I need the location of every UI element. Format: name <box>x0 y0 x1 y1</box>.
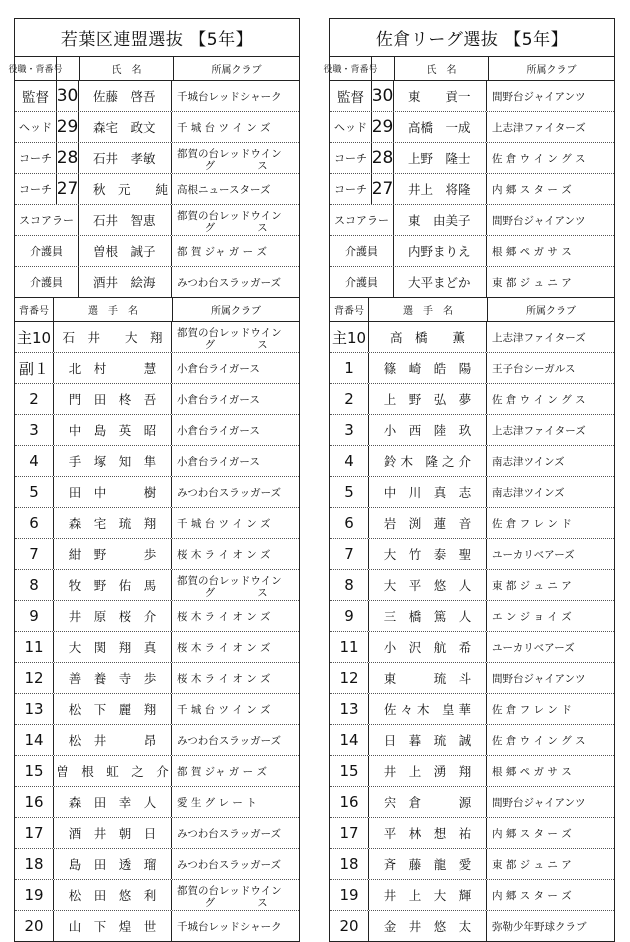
player-number: 17 <box>339 824 359 842</box>
player-number: 6 <box>29 514 39 532</box>
staff-header <box>323 57 614 81</box>
club-name-wrapped <box>177 882 282 909</box>
staff-role: 介護員 <box>345 276 378 289</box>
staff-row <box>15 236 299 267</box>
player-row <box>15 880 299 911</box>
player-header <box>330 298 614 322</box>
player-name: 山 下 煌 世 <box>53 911 171 941</box>
player-row <box>330 353 614 384</box>
player-name: 井 原 桜 介 <box>53 601 171 631</box>
staff-row <box>15 267 299 298</box>
staff-club: みつわ台スラッガーズ <box>171 267 299 297</box>
player-row <box>15 849 299 880</box>
player-name: 善 養 寺 歩 <box>53 663 171 693</box>
staff-club: 東 都 ジ ュ ニ ア <box>486 267 614 297</box>
staff-name: 秋 元 純 <box>78 174 171 204</box>
player-club: 東 都 ジ ュ ニ ア <box>486 849 614 879</box>
staff-number: 30 <box>56 81 78 111</box>
staff-club <box>171 205 299 235</box>
player-number: 主10 <box>331 328 367 347</box>
staff-row <box>330 112 614 143</box>
player-club: 千城台レッドシャーク <box>171 911 299 941</box>
player-row <box>330 756 614 787</box>
player-name: 井 上 大 輝 <box>368 880 486 910</box>
staff-header-num-spacer <box>56 57 79 80</box>
staff-name: 高橋 一成 <box>393 112 486 142</box>
staff-role: コーチ <box>19 152 52 165</box>
player-club: 内 郷 ス タ ー ズ <box>486 818 614 848</box>
player-row <box>15 911 299 941</box>
player-club: 内 郷 ス タ ー ズ <box>486 880 614 910</box>
club-name-line1: 都賀の台レッドウイン <box>177 574 282 587</box>
player-number: 13 <box>24 700 44 718</box>
player-row <box>330 384 614 415</box>
player-row <box>330 911 614 941</box>
staff-club: 間野台ジャイアンツ <box>486 81 614 111</box>
player-row <box>330 818 614 849</box>
player-name: 平 林 想 祐 <box>368 818 486 848</box>
player-name: 佐 々 木 皇 華 <box>368 694 486 724</box>
staff-name: 石井 孝敏 <box>78 143 171 173</box>
player-name: 日 暮 琉 誠 <box>368 725 486 755</box>
player-number: 18 <box>339 855 359 873</box>
player-name: 門 田 柊 吾 <box>53 384 171 414</box>
player-number: 5 <box>29 483 39 501</box>
wakaba-panel <box>8 18 300 942</box>
player-number: 14 <box>24 731 44 749</box>
staff-row <box>330 143 614 174</box>
staff-name: 酒井 絵海 <box>78 267 171 297</box>
staff-role: コーチ <box>19 183 52 196</box>
player-name: 牧 野 佑 馬 <box>53 570 171 600</box>
staff-name: 東 貢一 <box>393 81 486 111</box>
club-name-wrapped <box>177 572 282 599</box>
player-row <box>15 353 299 384</box>
player-club: 王子台シーガルス <box>486 353 614 383</box>
staff-row <box>15 143 299 174</box>
player-row <box>330 632 614 663</box>
staff-role: 介護員 <box>30 276 63 289</box>
player-row <box>330 694 614 725</box>
player-number: 20 <box>24 917 44 935</box>
panel-title: 佐倉リーグ選抜 【5年】 <box>330 19 614 57</box>
staff-role: 介護員 <box>30 245 63 258</box>
player-name: 鈴 木 隆 之 介 <box>368 446 486 476</box>
staff-name: 東 由美子 <box>393 205 486 235</box>
player-club: 佐 倉 ウ イ ン グ ス <box>486 384 614 414</box>
player-row <box>15 415 299 446</box>
player-number: 7 <box>29 545 39 563</box>
player-number: 16 <box>24 793 44 811</box>
club-name-line2: グ ス <box>204 586 268 599</box>
staff-role: 監督 <box>22 90 49 106</box>
staff-header-role-num: 役職・背番号 <box>8 65 63 75</box>
player-number: 主10 <box>16 328 52 347</box>
player-header-name: 選 手 名 <box>368 298 487 321</box>
player-name: 北 村 慧 <box>53 353 171 383</box>
player-club: みつわ台スラッガーズ <box>171 725 299 755</box>
player-number: 12 <box>339 669 359 687</box>
player-number: 14 <box>339 731 359 749</box>
player-club: ユーカリベアーズ <box>486 632 614 662</box>
staff-row <box>330 236 614 267</box>
player-club: 都 賀 ジャ ガ ー ズ <box>171 756 299 786</box>
player-number: 19 <box>24 886 44 904</box>
staff-name: 曽根 誠子 <box>78 236 171 266</box>
player-row <box>330 849 614 880</box>
player-row <box>330 570 614 601</box>
player-number: 15 <box>24 762 44 780</box>
player-row <box>15 446 299 477</box>
player-row <box>15 756 299 787</box>
player-row <box>330 601 614 632</box>
player-club <box>171 880 299 910</box>
player-name: 小 沢 航 希 <box>368 632 486 662</box>
staff-club: 間野台ジャイアンツ <box>486 205 614 235</box>
player-number: 1 <box>344 359 354 377</box>
player-header <box>15 298 299 322</box>
player-row <box>330 880 614 911</box>
player-club: ユーカリベアーズ <box>486 539 614 569</box>
player-row <box>15 601 299 632</box>
staff-number: 29 <box>56 112 78 142</box>
player-header-club: 所属クラブ <box>172 298 299 321</box>
player-row <box>15 322 299 353</box>
player-number: 9 <box>344 607 354 625</box>
player-club: 佐 倉 フ レ ン ド <box>486 508 614 538</box>
player-row <box>15 508 299 539</box>
staff-club: 内 郷 ス タ ー ズ <box>486 174 614 204</box>
staff-header <box>8 57 299 81</box>
staff-row <box>330 267 614 298</box>
player-number: 2 <box>29 390 39 408</box>
player-name: 森 宅 琉 翔 <box>53 508 171 538</box>
player-name: 三 橋 篤 人 <box>368 601 486 631</box>
player-club: 南志津ツインズ <box>486 477 614 507</box>
player-name: 大 関 翔 真 <box>53 632 171 662</box>
player-name: 東 琉 斗 <box>368 663 486 693</box>
staff-header-name: 氏 名 <box>394 57 488 80</box>
player-name: 手 塚 知 隼 <box>53 446 171 476</box>
staff-club: 高根ニュースターズ <box>171 174 299 204</box>
player-club: 愛 生 グ レ ー ト <box>171 787 299 817</box>
club-name-line1: 都賀の台レッドウイン <box>177 884 282 897</box>
player-number: 6 <box>344 514 354 532</box>
panel-title: 若葉区連盟選抜 【5年】 <box>15 19 299 57</box>
player-row <box>15 663 299 694</box>
player-club: みつわ台スラッガーズ <box>171 477 299 507</box>
player-name: 大 平 悠 人 <box>368 570 486 600</box>
staff-club: 千 城 台 ツ イ ン ズ <box>171 112 299 142</box>
player-number: 17 <box>24 824 44 842</box>
player-club: 弥勒少年野球クラブ <box>486 911 614 941</box>
club-name-line2: グ ス <box>204 221 268 234</box>
player-row <box>15 632 299 663</box>
club-name-wrapped <box>177 324 282 351</box>
staff-club <box>171 143 299 173</box>
player-number: 13 <box>339 700 359 718</box>
player-name: 上 野 弘 夢 <box>368 384 486 414</box>
player-name: 紺 野 歩 <box>53 539 171 569</box>
player-name: 曽 根 虹 之 介 <box>53 756 171 786</box>
staff-header-club: 所属クラブ <box>173 57 299 80</box>
player-club: 佐 倉 フ レ ン ド <box>486 694 614 724</box>
player-row <box>330 539 614 570</box>
player-club: 小倉台ライガース <box>171 384 299 414</box>
player-name: 酒 井 朝 日 <box>53 818 171 848</box>
player-number: 3 <box>344 421 354 439</box>
sakura-panel <box>323 18 615 942</box>
player-club: 千 城 台 ツ イ ン ズ <box>171 694 299 724</box>
player-number: 4 <box>344 452 354 470</box>
player-row <box>330 663 614 694</box>
staff-header-role-num: 役職・背番号 <box>323 65 378 75</box>
staff-role: コーチ <box>334 183 367 196</box>
staff-number: 29 <box>371 112 393 142</box>
staff-role: スコアラー <box>19 214 74 227</box>
player-club: 東 都 ジ ュ ニ ア <box>486 570 614 600</box>
player-number: 9 <box>29 607 39 625</box>
staff-header-name: 氏 名 <box>79 57 173 80</box>
player-row <box>15 818 299 849</box>
player-row <box>330 725 614 756</box>
player-club: 小倉台ライガース <box>171 353 299 383</box>
staff-name: 上野 隆士 <box>393 143 486 173</box>
player-club: 上志津ファイターズ <box>486 322 614 352</box>
staff-name: 佐藤 啓吾 <box>78 81 171 111</box>
staff-name: 森宅 政文 <box>78 112 171 142</box>
player-row <box>330 787 614 818</box>
staff-name: 石井 智恵 <box>78 205 171 235</box>
player-row <box>15 539 299 570</box>
staff-club: 千城台レッドシャーク <box>171 81 299 111</box>
staff-name: 井上 将隆 <box>393 174 486 204</box>
player-name: 松 下 麗 翔 <box>53 694 171 724</box>
player-club: 千 城 台 ツ イ ン ズ <box>171 508 299 538</box>
staff-row <box>330 81 614 112</box>
player-header-name: 選 手 名 <box>53 298 172 321</box>
player-name: 岩 渕 蓮 音 <box>368 508 486 538</box>
player-row <box>15 725 299 756</box>
player-club: 桜 木 ラ イ オ ン ズ <box>171 539 299 569</box>
staff-number: 27 <box>56 174 78 204</box>
player-number: 20 <box>339 917 359 935</box>
club-name-line1: 都賀の台レッドウイン <box>177 326 282 339</box>
player-club: 桜 木 ラ イ オ ン ズ <box>171 632 299 662</box>
player-club: 桜 木 ラ イ オ ン ズ <box>171 601 299 631</box>
player-number: 副１ <box>18 359 49 378</box>
player-number: 18 <box>24 855 44 873</box>
player-row <box>15 570 299 601</box>
player-row <box>15 694 299 725</box>
staff-header-club: 所属クラブ <box>488 57 614 80</box>
staff-name: 大平まどか <box>393 267 486 297</box>
player-club: 間野台ジャイアンツ <box>486 663 614 693</box>
player-club <box>171 570 299 600</box>
player-club: 根 郷 ペ ガ サ ス <box>486 756 614 786</box>
club-name-line2: グ ス <box>204 338 268 351</box>
staff-role: 介護員 <box>345 245 378 258</box>
player-number: 7 <box>344 545 354 563</box>
club-name-line1: 都賀の台レッドウイン <box>177 209 282 222</box>
staff-role: コーチ <box>334 152 367 165</box>
staff-number: 28 <box>371 143 393 173</box>
staff-role: ヘッド <box>19 121 52 134</box>
player-row <box>15 384 299 415</box>
player-row <box>330 477 614 508</box>
club-name-line2: グ ス <box>204 159 268 172</box>
player-header-club: 所属クラブ <box>487 298 614 321</box>
player-row <box>330 322 614 353</box>
player-number: 12 <box>24 669 44 687</box>
player-name: 中 川 真 志 <box>368 477 486 507</box>
club-name-line2: グ ス <box>204 896 268 909</box>
staff-name: 内野まりえ <box>393 236 486 266</box>
staff-row <box>15 112 299 143</box>
player-name: 井 上 湧 翔 <box>368 756 486 786</box>
staff-club: 佐 倉 ウ イ ン グ ス <box>486 143 614 173</box>
player-name: 金 井 悠 太 <box>368 911 486 941</box>
player-name: 小 西 陸 玖 <box>368 415 486 445</box>
player-name: 高 橋 薫 <box>368 322 486 352</box>
staff-row <box>330 205 614 236</box>
staff-row <box>15 205 299 236</box>
staff-role: 監督 <box>337 90 364 106</box>
player-header-number: 背番号 <box>19 306 49 317</box>
player-club: 南志津ツインズ <box>486 446 614 476</box>
staff-row <box>15 174 299 205</box>
player-club: 小倉台ライガース <box>171 415 299 445</box>
staff-header-num-spacer <box>371 57 394 80</box>
player-row <box>330 508 614 539</box>
player-club: 桜 木 ラ イ オ ン ズ <box>171 663 299 693</box>
player-club <box>171 322 299 352</box>
player-name: 斉 藤 龍 愛 <box>368 849 486 879</box>
player-row <box>15 477 299 508</box>
player-header-number: 背番号 <box>334 306 364 317</box>
player-name: 宍 倉 源 <box>368 787 486 817</box>
player-number: 5 <box>344 483 354 501</box>
player-number: 3 <box>29 421 39 439</box>
player-row <box>330 415 614 446</box>
player-club: みつわ台スラッガーズ <box>171 818 299 848</box>
player-number: 16 <box>339 793 359 811</box>
player-number: 4 <box>29 452 39 470</box>
player-club: 間野台ジャイアンツ <box>486 787 614 817</box>
staff-role: スコアラー <box>334 214 389 227</box>
staff-club: 根 郷 ペ ガ サ ス <box>486 236 614 266</box>
player-club: 小倉台ライガース <box>171 446 299 476</box>
player-number: 15 <box>339 762 359 780</box>
player-row <box>15 787 299 818</box>
club-name-wrapped <box>177 207 282 234</box>
player-number: 11 <box>339 638 359 656</box>
player-name: 田 中 樹 <box>53 477 171 507</box>
player-name: 篠 崎 皓 陽 <box>368 353 486 383</box>
player-club: みつわ台スラッガーズ <box>171 849 299 879</box>
player-name: 松 田 悠 利 <box>53 880 171 910</box>
club-name-wrapped <box>177 145 282 172</box>
player-name: 大 竹 泰 聖 <box>368 539 486 569</box>
player-number: 8 <box>29 576 39 594</box>
player-number: 19 <box>339 886 359 904</box>
player-name: 森 田 幸 人 <box>53 787 171 817</box>
club-name-line1: 都賀の台レッドウイン <box>177 147 282 160</box>
staff-number: 27 <box>371 174 393 204</box>
player-number: 8 <box>344 576 354 594</box>
staff-number: 28 <box>56 143 78 173</box>
staff-role: ヘッド <box>334 121 367 134</box>
player-number: 2 <box>344 390 354 408</box>
player-name: 中 島 英 昭 <box>53 415 171 445</box>
staff-row <box>15 81 299 112</box>
player-name: 島 田 透 瑠 <box>53 849 171 879</box>
staff-row <box>330 174 614 205</box>
staff-club: 都 賀 ジャ ガ ー ズ <box>171 236 299 266</box>
player-number: 11 <box>24 638 44 656</box>
player-club: エ ン ジ ョ イ ズ <box>486 601 614 631</box>
player-club: 佐 倉 ウ イ ン グ ス <box>486 725 614 755</box>
staff-club: 上志津ファイターズ <box>486 112 614 142</box>
staff-number: 30 <box>371 81 393 111</box>
player-club: 上志津ファイターズ <box>486 415 614 445</box>
player-name: 松 井 昂 <box>53 725 171 755</box>
player-name: 石 井 大 翔 <box>53 322 171 352</box>
player-row <box>330 446 614 477</box>
